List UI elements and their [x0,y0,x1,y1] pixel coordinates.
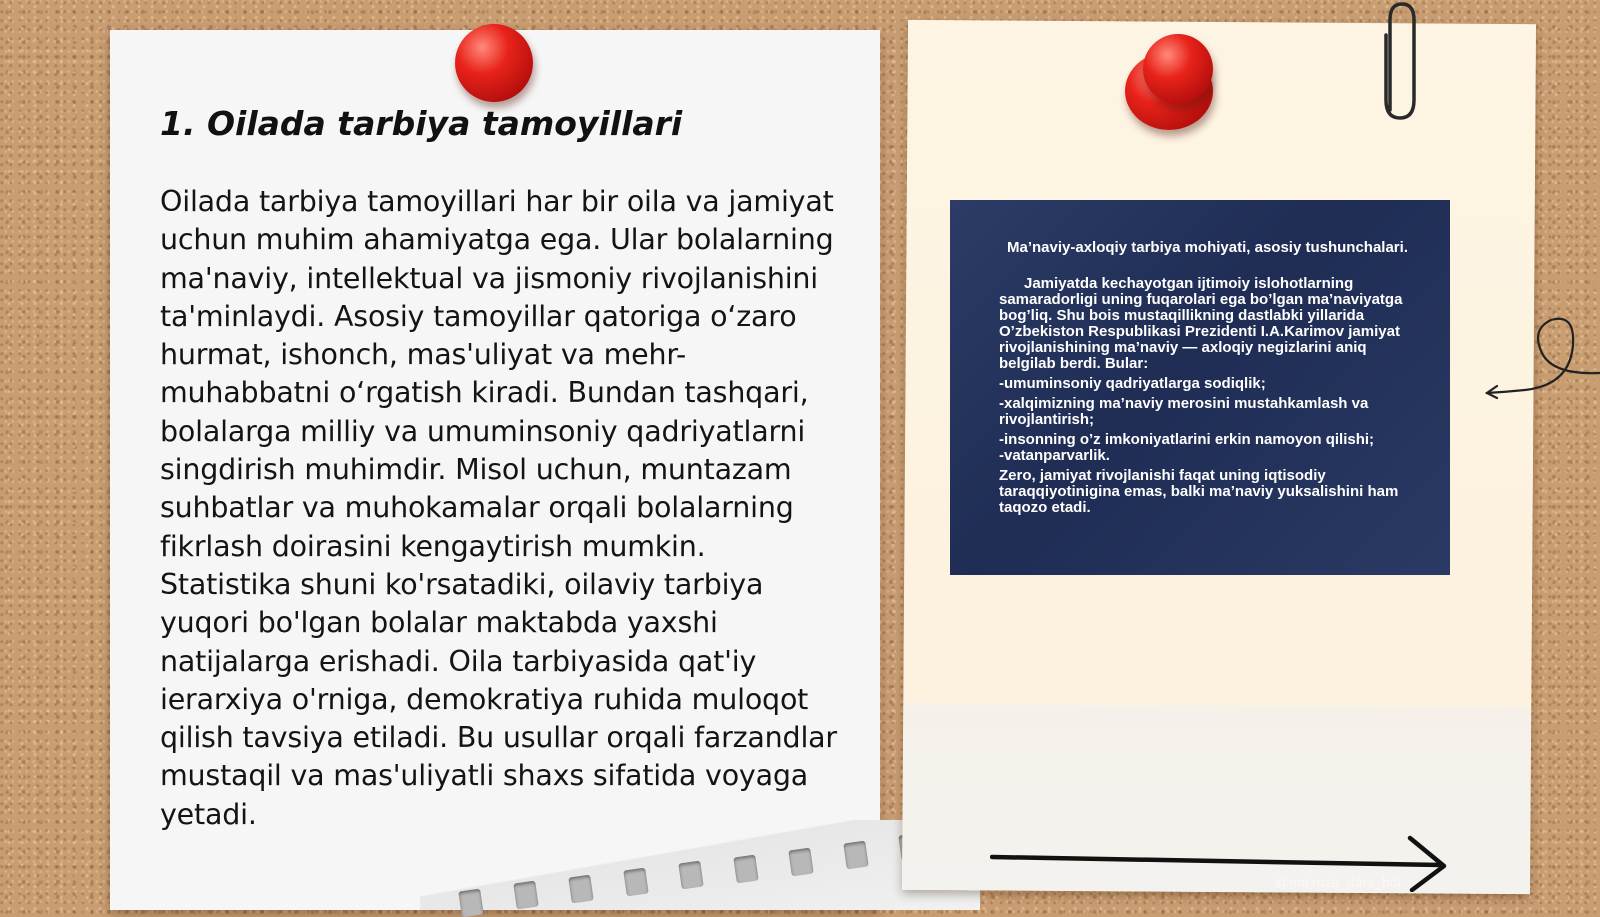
card-list-item: -xalqimizning ma’naviy merosini mustahkamlash va rivojlantirish; [999,394,1369,428]
card-conclusion: Zero, jamiyat rivojlanishi faqat uning iqtisodiy taraqqiyotinigina emas, balki ma’naviy yuksalishini ham taqozo etadi. [999,466,1399,516]
watermark: @ma’ruza_dars_bot [1275,874,1402,890]
card-list-item: -insonning o’z imkoniyatlarini erkin namoyon qilishi; [999,430,1375,448]
binder-hole [678,861,703,890]
binder-hole [843,841,868,870]
card-list-item: -umuminsoniy qadriyatlarga sodiqlik; [999,374,1266,392]
binder-hole [513,881,538,910]
binder-hole [733,855,758,884]
pushpin-icon [455,24,533,102]
slide-title: 1. Oilada tarbiya tamoyillari [160,104,683,143]
binder-hole [568,875,593,904]
paperclip-icon [1378,0,1418,125]
binder-hole [788,848,813,877]
card-intro: Jamiyatda kechayotgan ijtimoiy islohotlarning samaradorligi uning fuqarolari ega bo’lgan ma’naviyatga bog’liq. Shu bois mustaqillikning dastlabki yillarida O’zbekiston Respublikasi Prezidenti I.A.Karimov jamiyat rivojlanishining ma’naviy — axloqiy negizlarini aniq belgilab berdi. Bular: [999,274,1403,372]
binder-hole [458,889,483,917]
image-card [950,200,1450,575]
card-list-item: -vatanparvarlik. [999,446,1110,464]
pushpin-icon [1143,34,1213,104]
swirl-arrow-icon [1485,315,1600,405]
binder-hole [623,868,648,897]
card-title: Ma’naviy-axloqiy tarbiya mohiyati, asosiy tushunchalari. [1007,239,1408,256]
body-text: Oilada tarbiya tamoyillari har bir oila va jamiyat uchun muhim ahamiyatga ega. Ular bolalarning ma'naviy, intellektual va jismoniy rivojlanishini ta'minlaydi. Asosiy tamoyillar qatoriga o‘zaro hurmat, ishonch, mas'uliyat va mehr-muhabbatni o‘rgatish kiradi. Bundan tashqari, bolalarga milliy va umuminsoniy qadriyatlarni singdirish muhimdir. Misol uchun, muntazam suhbatlar va muhokamalar orqali bolalarning fikrlash doirasini kengaytirish mumkin. Statistika shuni ko'rsatadiki, oilaviy tarbiya yuqori bo'lgan bolalar maktabda yaxshi natijalarga erishadi. Oila tarbiyasida qat'iy ierarxiya o'rniga, demokratiya ruhida muloqot qilish tavsiya etiladi. Bu usullar orqali farzandlar mustaqil va mas'uliyatli shaxs sifatida voyaga yetadi. [160,185,837,831]
